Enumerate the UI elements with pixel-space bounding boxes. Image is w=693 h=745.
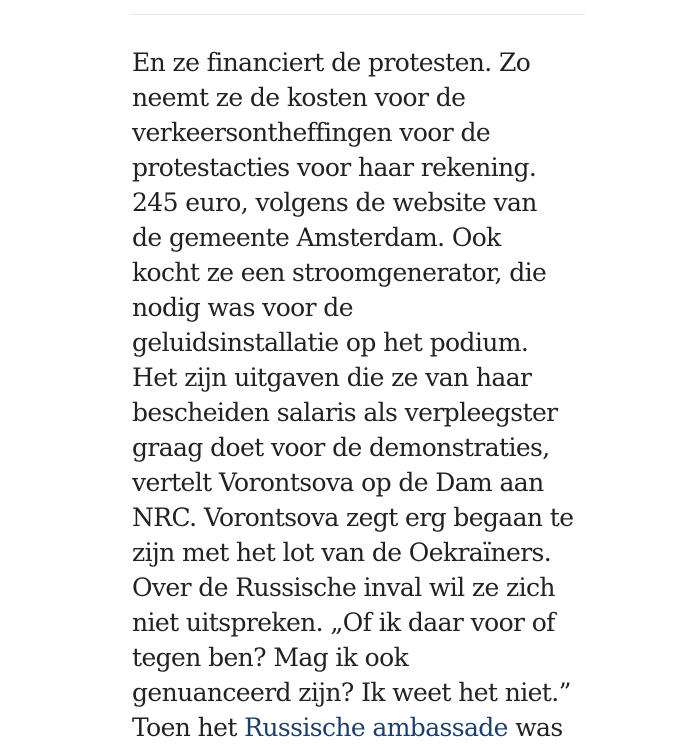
paragraph-line: nodig was voor de: [132, 293, 353, 322]
paragraph-line: zijn met het lot van de Oekraïners.: [132, 538, 552, 567]
paragraph-line: Over de Russische inval wil ze zich: [132, 573, 555, 602]
russian-embassy-link[interactable]: Russische ambassade: [244, 713, 508, 742]
paragraph-line: En ze financiert de protesten. Zo: [132, 48, 531, 77]
paragraph-line: kocht ze een stroomgenerator, die: [132, 258, 547, 287]
line-suffix-text: was: [515, 713, 563, 742]
paragraph-line-partial: [132, 710, 590, 745]
paragraph-line: neemt ze de kosten voor de: [132, 83, 466, 112]
article-body: [132, 45, 590, 745]
paragraph-line: tegen ben? Mag ik ook: [132, 643, 409, 672]
paragraph-line: de gemeente Amsterdam. Ook: [132, 223, 501, 252]
paragraph-line: NRC. Vorontsova zegt erg begaan te: [132, 503, 574, 532]
paragraph-line: vertelt Vorontsova op de Dam aan: [132, 468, 544, 497]
top-divider: [130, 14, 585, 15]
paragraph-line: Het zijn uitgaven die ze van haar: [132, 363, 532, 392]
paragraph-line: genuanceerd zijn? Ik weet het niet.”: [132, 678, 571, 707]
paragraph-line: verkeersontheffingen voor de: [132, 118, 491, 147]
paragraph-line: 245 euro, volgens de website van: [132, 188, 537, 217]
paragraph-line: bescheiden salaris als verpleegster: [132, 398, 558, 427]
paragraph-line: protestacties voor haar rekening.: [132, 153, 537, 182]
paragraph-line: geluidsinstallatie op het podium.: [132, 328, 529, 357]
paragraph-line: niet uitspreken. „Of ik daar voor of: [132, 608, 555, 637]
line-prefix-text: Toen het: [132, 713, 237, 742]
paragraph-line: graag doet voor de demonstraties,: [132, 433, 550, 462]
